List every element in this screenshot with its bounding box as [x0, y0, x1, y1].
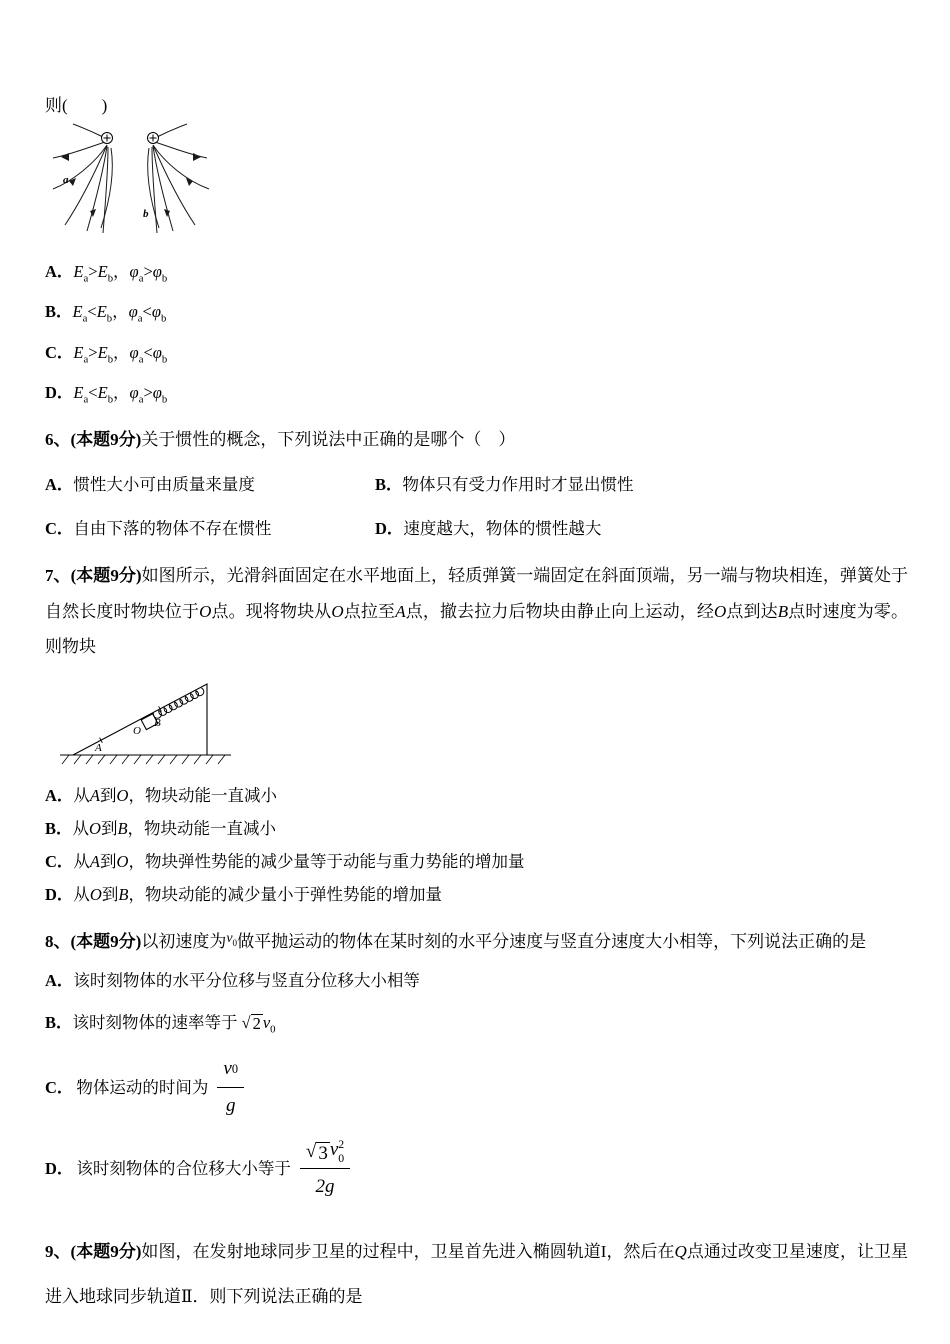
option-label: C． — [45, 519, 74, 539]
option-text: $E_a<E_b$，$\varphi_a<\varphi_b$ — [72, 302, 167, 325]
option-label: B． — [45, 1013, 73, 1033]
option-text: 物体只有受力作用时才显出惯性 — [402, 475, 634, 495]
option-label: D． — [45, 382, 74, 402]
option-row — [45, 966, 908, 996]
sqrt-formula: √ 3 — [305, 1141, 328, 1165]
radical-sign: √ — [241, 1013, 251, 1033]
fraction-numerator: √ 3 v 2 0 — [300, 1135, 350, 1169]
option-text: $E_a>E_b$，$\varphi_a>\varphi_b$ — [73, 262, 168, 285]
point-O-label: O — [133, 724, 141, 737]
question-6-stem: 6、(本题9分)关于惯性的概念，下列说法中正确的是哪个（ ） — [45, 430, 516, 450]
question-8-stem — [45, 927, 908, 955]
fraction-formula — [217, 1054, 244, 1121]
option-text: $E_a>E_b$，$\varphi_a<\varphi_b$ — [73, 342, 168, 365]
question-7-stem: 7、(本题9分)如图所示，光滑斜面固定在水平地面上，轻质弹簧一端固定在斜面顶端，另一端与物块相连，弹簧处于自然长度时物块位于O点。现将物块从O点拉至A点，撤去拉力后物块由静止向上运动，经O点到达B点时速度为零。则物块 — [45, 566, 909, 657]
option-row — [45, 336, 908, 376]
stem-text-post: 做平抛运动的物体在某时刻的水平分速度与竖直分速度大小相等，下列说法正确的是 — [237, 931, 867, 951]
option-row: B．该时刻物体的速率等于 √ 2 $v_0$ — [45, 1013, 276, 1036]
option-text: 速度越大，物体的惯性越大 — [403, 519, 602, 539]
q5-options — [45, 255, 908, 416]
option-label: C． — [45, 342, 74, 362]
radical-sign: √ — [305, 1141, 317, 1163]
q6-options — [45, 468, 908, 546]
option-label: C． — [45, 851, 74, 871]
v0-formula: v0 — [226, 930, 238, 948]
point-A-label: A — [95, 741, 102, 754]
option-text: 惯性大小可由质量来量度 — [73, 475, 255, 495]
option-text: 该时刻物体的速率等于 — [72, 1013, 238, 1033]
option-text: 从O到B，物块动能一直减小 — [72, 818, 277, 838]
option-label: B． — [45, 302, 73, 322]
option-text: 该时刻物体的合位移大小等于 — [76, 1158, 291, 1178]
option-label: A． — [45, 785, 74, 805]
point-B-label: B — [154, 716, 161, 729]
option-label: B． — [45, 818, 73, 838]
point-b-label: b — [143, 208, 149, 220]
point-a-label: a — [63, 174, 69, 186]
field-arrowheads — [61, 153, 201, 217]
option-row — [45, 376, 908, 416]
stem-text-pre: 8、(本题9分)以初速度为 — [45, 931, 227, 951]
sqrt-formula: √ 2 — [241, 1013, 261, 1034]
fraction-denominator: g — [225, 1095, 236, 1117]
option-row — [375, 468, 908, 502]
q8-options — [45, 966, 908, 1204]
option-label: D． — [375, 519, 404, 539]
fraction-denominator: 2g — [315, 1176, 335, 1198]
option-text: 从A到O，物块弹性势能的减少量等于动能与重力势能的增加量 — [73, 851, 525, 871]
option-row — [45, 295, 908, 335]
option-row — [45, 878, 908, 911]
option-row — [375, 512, 908, 546]
sub-sup-stack: 2 0 — [338, 1138, 345, 1165]
fraction-numerator: v 0 — [217, 1054, 244, 1088]
option-row — [45, 468, 375, 502]
spring-coil — [153, 687, 206, 719]
option-label: A． — [45, 475, 74, 495]
option-row — [45, 1133, 908, 1205]
option-text: 自由下落的物体不存在惯性 — [73, 519, 272, 539]
charge-icons — [102, 133, 159, 144]
option-row — [45, 845, 908, 878]
option-text: 从A到O，物块动能一直减小 — [73, 785, 277, 805]
option-label: B． — [375, 475, 403, 495]
option-label: C． — [45, 1077, 74, 1097]
option-row — [45, 779, 908, 812]
option-label: D． — [45, 884, 74, 904]
option-text: 物体运动的时间为 — [76, 1077, 209, 1097]
option-text: 从O到B，物块动能的减少量小于弹性势能的增加量 — [73, 884, 442, 904]
q5-prompt: 则( ) — [45, 96, 108, 115]
question-9-stem: 9、(本题9分)如图，在发射地球同步卫星的过程中，卫星首先进入椭圆轨道I，然后在Q点通过改变卫星速度，让卫星进入地球同步轨道Ⅱ．则下列说法正确的是 — [45, 1241, 908, 1306]
option-text: 该时刻物体的水平分位移与竖直分位移大小相等 — [73, 971, 420, 991]
spring-and-block — [141, 687, 207, 729]
option-label: A． — [45, 971, 74, 991]
q7-options — [45, 779, 908, 911]
field-lines — [53, 124, 209, 233]
option-text: $E_a<E_b$，$\varphi_a>\varphi_b$ — [73, 382, 168, 406]
fraction-formula — [300, 1135, 350, 1202]
option-label: D． — [45, 1158, 74, 1178]
option-row — [45, 512, 375, 546]
option-row — [45, 812, 908, 845]
incline-spring-block-figure — [57, 671, 239, 767]
two-charges-field-lines-figure — [45, 123, 217, 243]
option-row — [45, 1055, 908, 1121]
option-row — [45, 255, 908, 295]
option-label: A． — [45, 262, 74, 281]
